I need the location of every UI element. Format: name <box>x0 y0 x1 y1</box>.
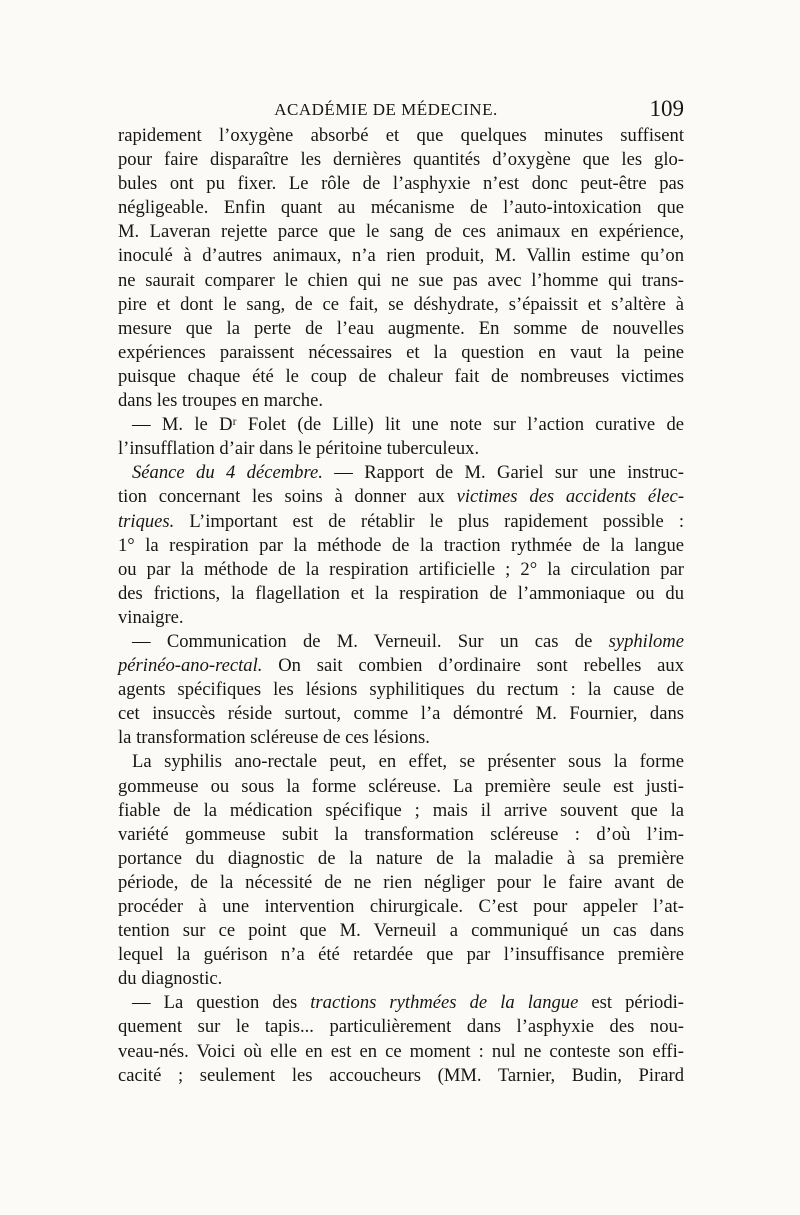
text-line: négligeable. Enfin quant au mécanisme de l’auto-intoxication que <box>118 197 684 219</box>
text-line: inoculé à d’autres animaux, n’a rien produit, M. Vallin estime qu’on <box>118 245 684 267</box>
text-line: 1° la respiration par la méthode de la traction rythmée de la langue <box>118 534 684 556</box>
text-line: dans les troupes en marche. <box>118 390 323 412</box>
text-line: rapidement l’oxygène absorbé et que quelques minutes suffisent <box>118 125 684 146</box>
text-line <box>118 461 684 485</box>
text-italic: périnéo-ano-rectal. <box>118 655 263 677</box>
text-italic: tractions rythmées de la langue <box>310 992 579 1014</box>
text-line: pire et dont le sang, de ce fait, se déshydrate, s’épaissit et s’altère à <box>118 293 684 315</box>
text-line: agents spécifiques les lésions syphilitiques du rectum : la cause de <box>118 679 684 701</box>
running-title: ACADÉMIE DE MÉDECINE. <box>274 100 498 119</box>
text-line: des frictions, la flagellation et la respiration de l’ammoniaque ou du <box>118 582 684 604</box>
text-italic: victimes des accidents élec- <box>456 486 685 508</box>
text-line <box>118 510 684 534</box>
text-run: L’important est de rétablir le plus rapidement possible : <box>174 510 684 532</box>
text-line: ne saurait comparer le chien qui ne sue pas avec l’homme qui trans- <box>118 269 684 291</box>
text-line: mesure que la perte de l’eau augmente. En somme de nouvelles <box>118 317 684 339</box>
text-line: gommeuse ou sous la forme scléreuse. La première seule est justi- <box>118 775 684 797</box>
text-line: l’insufflation d’air dans le péritoine tuberculeux. <box>118 438 480 460</box>
text-run: — La question des <box>132 992 311 1014</box>
text-run: On sait combien d’ordinaire sont rebelles aux <box>262 655 684 677</box>
text-line: portance du diagnostic de la nature de la maladie à sa première <box>118 847 684 869</box>
text-line: la transformation scléreuse de ces lésions. <box>118 727 430 749</box>
text-line <box>118 991 684 1015</box>
text-line: pour faire disparaître les dernières quantités d’oxygène que les glo- <box>118 149 684 171</box>
text-italic: syphilome <box>608 630 684 652</box>
text-line: quement sur le tapis... particulièrement dans l’asphyxie des nou- <box>118 1016 684 1038</box>
text-line <box>118 485 684 509</box>
text-line: période, de la nécessité de ne rien négliger pour le faire avant de <box>118 871 684 893</box>
text-run: — Communication de M. Verneuil. Sur un cas de <box>132 630 609 652</box>
text-line <box>118 654 684 678</box>
text-line: cacité ; seulement les accoucheurs (MM. Tarnier, Budin, Pirard <box>118 1064 684 1086</box>
text-run: — Rapport de M. Gariel sur une instruc- <box>322 462 684 484</box>
text-line: bules ont pu fixer. Le rôle de l’asphyxie n’est donc peut-être pas <box>118 173 684 195</box>
text-line: La syphilis ano-rectale peut, en effet, se présenter sous la forme <box>132 751 684 773</box>
text-line: expériences paraissent nécessaires et la question en vaut la peine <box>118 341 684 363</box>
text-line: fiable de la médication spécifique ; mais il arrive souvent que la <box>118 799 684 821</box>
text-line: vinaigre. <box>118 606 184 628</box>
text-line: veau-nés. Voici où elle en est en ce moment : nul ne conteste son effi- <box>118 1040 684 1062</box>
text-line <box>118 630 684 654</box>
text-line: tention sur ce point que M. Verneuil a communiqué un cas dans <box>118 920 684 942</box>
text-run: est périodi- <box>578 992 684 1014</box>
page-header <box>118 96 684 124</box>
text-line: procéder à une intervention chirurgicale. C’est pour appeler l’at- <box>118 896 684 917</box>
text-run: tion concernant les soins à donner aux <box>118 486 457 508</box>
text-line: puisque chaque été le coup de chaleur fait de nombreuses victimes <box>118 365 684 387</box>
text-line: M. Laveran rejette parce que le sang de ces animaux en expérience, <box>118 221 684 243</box>
text-italic: Séance du 4 décembre. <box>132 462 323 484</box>
text-line: — M. le Dʳ Folet (de Lille) lit une note sur l’action curative de <box>132 414 684 436</box>
text-line: variété gommeuse subit la transformation scléreuse : d’où l’im- <box>118 823 684 845</box>
text-line: lequel la guérison n’a été retardée que par l’insuffisance première <box>118 944 684 966</box>
text-line: cet insuccès réside surtout, comme l’a démontré M. Fournier, dans <box>118 703 684 725</box>
text-line: du diagnostic. <box>118 968 223 990</box>
text-line: ou par la méthode de la respiration artificielle ; 2° la circulation par <box>118 558 684 580</box>
text-italic: triques. <box>118 510 175 532</box>
page-number: 109 <box>649 96 684 121</box>
body-text <box>118 124 684 1088</box>
